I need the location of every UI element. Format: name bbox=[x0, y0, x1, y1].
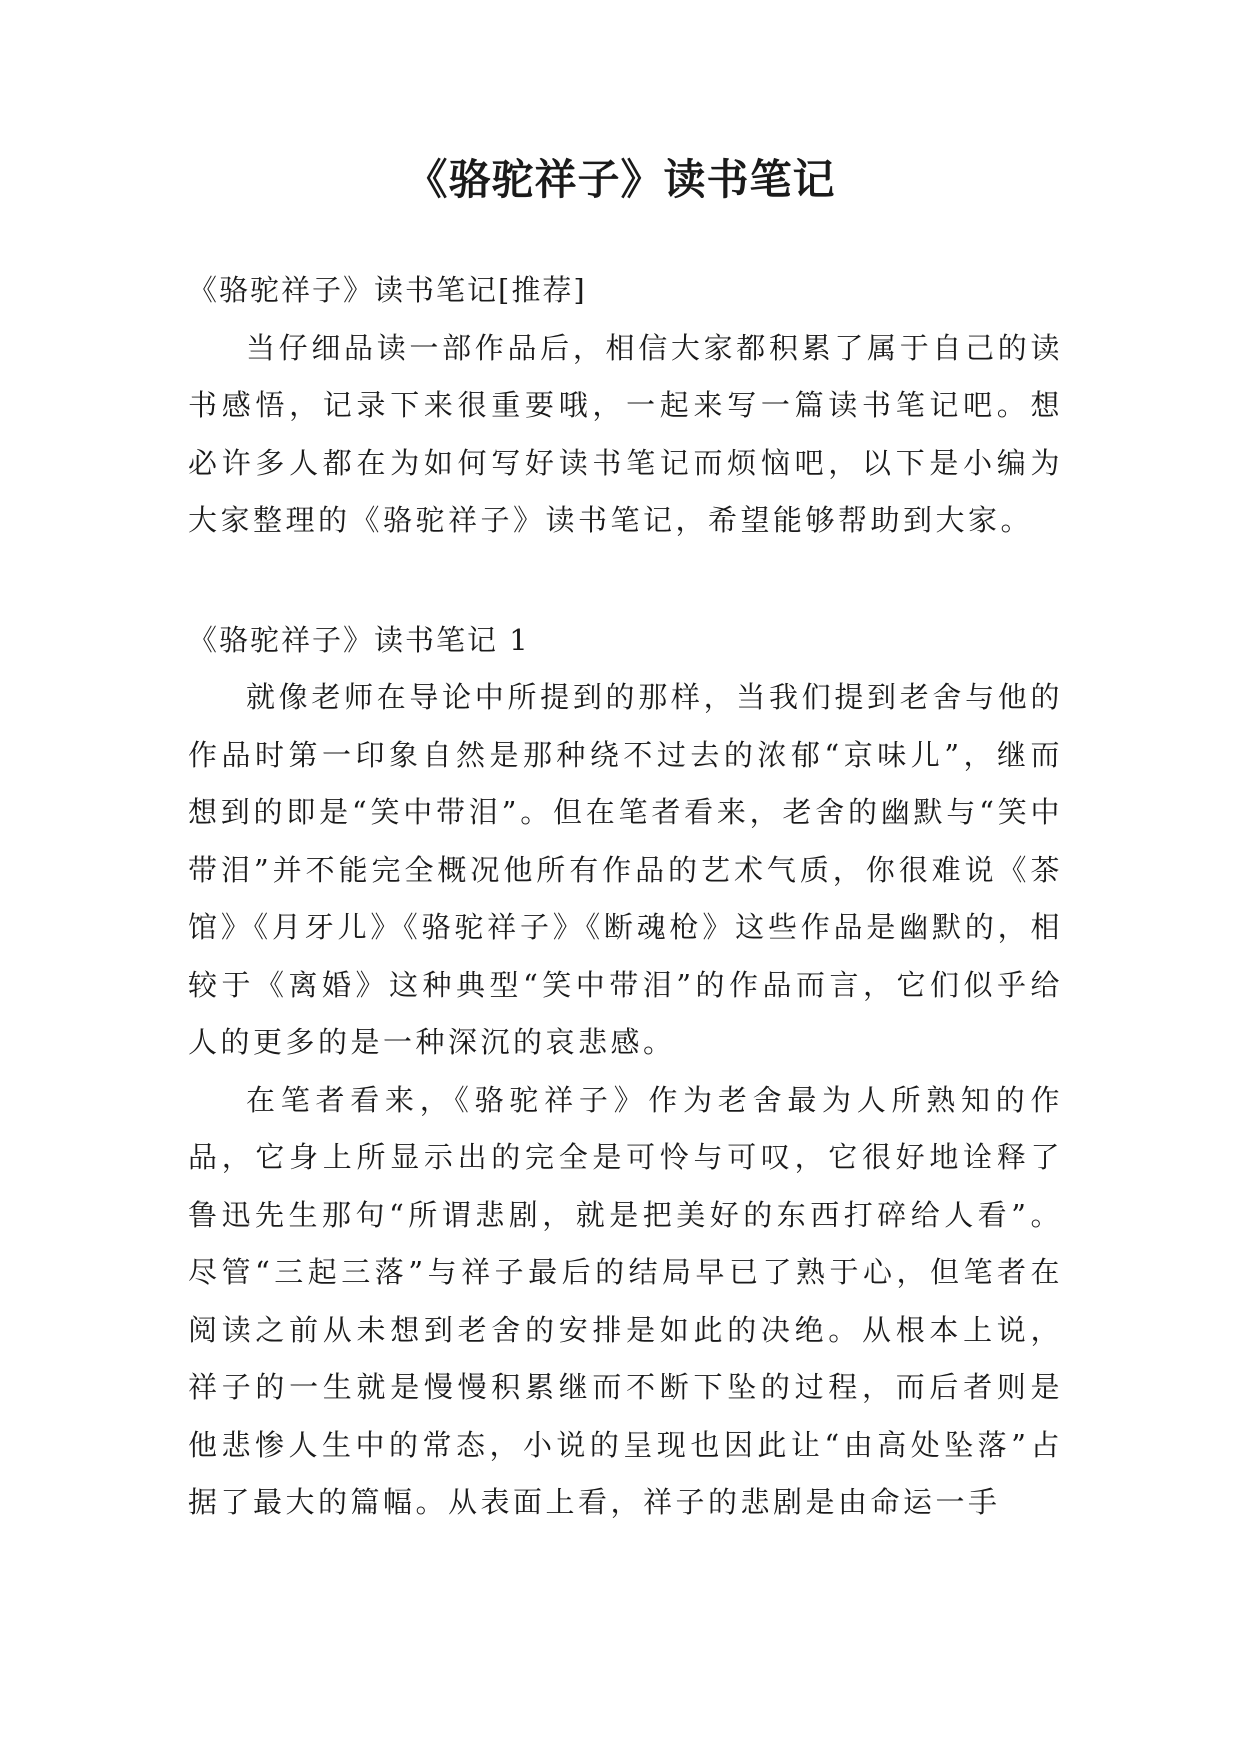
section1-heading: 《骆驼祥子》读书笔记 1 bbox=[188, 622, 530, 657]
intro-heading: 《骆驼祥子》读书笔记[推荐] bbox=[188, 273, 587, 307]
section1-paragraph-2: 在笔者看来，《骆驼祥子》作为老舍最为人所熟知的作品，它身上所显示出的完全是可怜与可叹，它很好地诠释了鲁迅先生那句“所谓悲剧，就是把美好的东西打碎给人看”。尽管“三起三落”与祥子最后的结局早已了熟于心，但笔者在阅读之前从未想到老舍的安排是如此的决绝。从根本上说，祥子的一生就是慢慢积累继而不断下坠的过程，而后者则是他悲惨人生中的常态，小说的呈现也因此让“由高处坠落”占据了最大的篇幅。从表面上看，祥子的悲剧是由命运一手 bbox=[188, 1082, 1063, 1519]
section-spacer bbox=[188, 550, 1063, 612]
document-body bbox=[188, 262, 1063, 1532]
section1-paragraph-1: 就像老师在导论中所提到的那样，当我们提到老舍与他的作品时第一印象自然是那种绕不过去的浓郁“京味儿”，继而想到的即是“笑中带泪”。但在笔者看来，老舍的幽默与“笑中带泪”并不能完全概况他所有作品的艺术气质，你很难说《茶馆》《月牙儿》《骆驼祥子》《断魂枪》这些作品是幽默的，相较于《离婚》这种典型“笑中带泪”的作品而言，它们似乎给人的更多的是一种深沉的哀悲感。 bbox=[188, 680, 1063, 1059]
intro-paragraph: 当仔细品读一部作品后，相信大家都积累了属于自己的读书感悟，记录下来很重要哦，一起来写一篇读书笔记吧。想必许多人都在为如何写好读书笔记而烦恼吧，以下是小编为大家整理的《骆驼祥子》读书笔记，希望能够帮助到大家。 bbox=[188, 330, 1063, 537]
document-title: 《骆驼祥子》读书笔记 bbox=[405, 155, 836, 204]
